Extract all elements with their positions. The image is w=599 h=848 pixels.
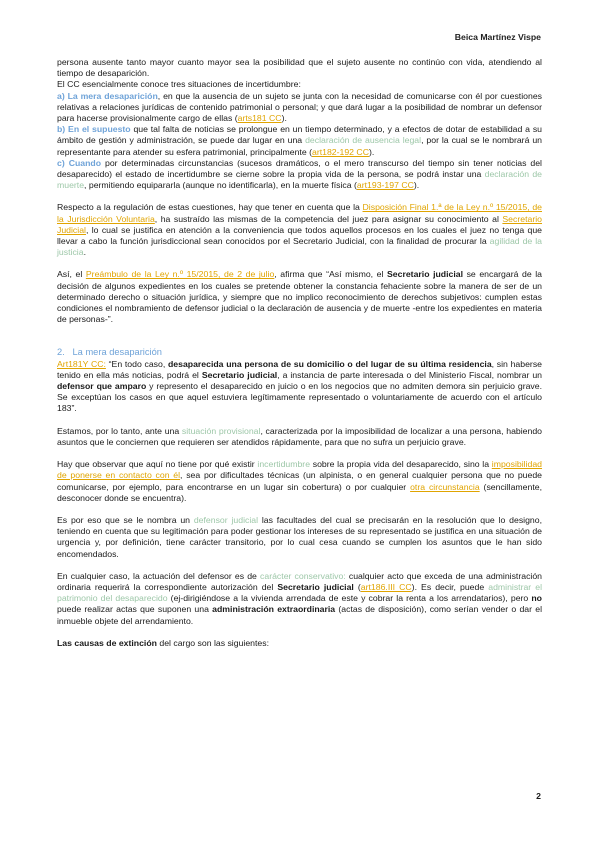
bold-term: desaparecida una persona de su domicilio o del lugar de su última residencia (167, 358, 492, 369)
text-run: ( (353, 581, 361, 592)
text-run: Hay que observar que aquí no tiene por qué existir (57, 459, 258, 470)
intro-paragraph (57, 57, 542, 191)
text-run: Respecto a la regulación de estas cuestiones, hay que tener en cuenta que la (57, 202, 363, 213)
text-run: , lo cual se justifica en atención a la conveniencia que todos aquellos procesos en los cuales el juez no tenga que llevar a cabo la función jurisdiccional sean conocidos por el Secretario Judicial, con la finalidad de procurar la (57, 224, 542, 247)
bold-term: defensor que amparo (57, 381, 147, 392)
item-b-text: que tal falta de noticias se prolongue en un tiempo determinado, y a efectos de dotar de estabilidad a su ámbito de gestión y administración, se puede dar lugar en una (57, 124, 542, 146)
art181-link[interactable]: Art181Y CC: (57, 358, 106, 369)
text-run: , sin haberse tenido en ella más noticias, podrá el (57, 358, 542, 380)
bold-term: administración extraordinaria (212, 604, 336, 615)
conservativo-paragraph (57, 571, 542, 627)
text-run: Así, el (57, 269, 86, 280)
section-number: 2. (57, 347, 65, 358)
item-a-link[interactable]: arts181 CC (237, 113, 282, 124)
text-run: , caracterizada por la imposibilidad de localizar a una persona, habiendo asuntos que le conciernen que requieren ser atendidos rápidamente, para que no sufra un perjuicio grave. (57, 425, 543, 447)
item-c-link[interactable]: art193-197 CC (356, 180, 414, 191)
text-run: del cargo son las siguientes: (156, 637, 269, 648)
bold-term: no (531, 593, 542, 604)
text-run: “En todo caso, (105, 358, 168, 369)
secretario-judicial-link[interactable]: Secretario Judicial (57, 213, 542, 235)
art186-link[interactable]: art186.III CC (360, 581, 412, 592)
bold-term: Las causas de extinción (57, 637, 157, 648)
conservativo-highlight: carácter conservativo: (260, 570, 346, 581)
item-c-label: c) Cuando (57, 157, 102, 168)
text-run: cualquier acto que exceda de una administración ordinaria requerirá la correspondiente autorización del (57, 570, 543, 592)
regulation-paragraph (57, 202, 542, 258)
defensor-judicial-paragraph (57, 515, 542, 560)
text-run: , afirma que “Así mismo, el (274, 269, 387, 280)
situacion-highlight: situación provisional (181, 425, 261, 436)
item-c-text: por determinadas circunstancias (sucesos dramáticos, o el mero transcurso del tiempo sin tener noticias del desaparecido) el estado de incertidumbre se cierne sobre la propia vida de la persona, se podrá instar una (57, 157, 542, 180)
text-run: ). Es decir, puede (411, 581, 489, 592)
item-b-link[interactable]: art182-192 CC (311, 146, 369, 157)
defensor-highlight: defensor judicial (193, 514, 259, 525)
intro-line-1: persona ausente tanto mayor cuanto mayor sea la posibilidad que el sujeto ausente no continúo con vida, atendiendo al tiempo de desaparición. (57, 57, 542, 79)
art181-paragraph (57, 359, 542, 415)
bold-term: Secretario judicial (277, 581, 354, 592)
otra-circunstancia-link[interactable]: otra circunstancia (410, 481, 480, 492)
page-number: 2 (536, 790, 541, 801)
intro-line-2: El CC esencialmente conoce tres situaciones de incertidumbre: (57, 79, 301, 90)
bold-term: Secretario judicial (387, 269, 463, 280)
text-run: , sea por dificultades técnicas (un alpinista, o en general cualquier persona que no puede comunicarse, por ejemplo, para encontrarse en un lugar sin cobertura) o por cualquier (57, 470, 543, 492)
section-title: La mera desaparición (72, 347, 162, 358)
incertidumbre-highlight: incertidumbre (257, 459, 311, 470)
text-run: puede realizar actas que suponen una (57, 604, 213, 615)
preambulo-paragraph (57, 269, 542, 325)
item-b-label: b) En el supuesto (57, 124, 131, 135)
item-b-text-2: , por la cual se le nombrará un representante para atender su esfera patrimonial, principalmente ( (57, 135, 542, 157)
text-run: En cualquier caso, la actuación del defensor es de (57, 570, 261, 581)
causas-extincion-paragraph (57, 638, 542, 649)
situacion-provisional-paragraph (57, 426, 542, 448)
administrar-highlight: administrar el patrimonio del desaparecido (57, 581, 543, 604)
item-c-highlight: declaración de muerte (57, 169, 542, 191)
item-b-end: ). (368, 146, 375, 157)
section-heading (57, 347, 542, 358)
page-header-author: Beica Martínez Vispe (454, 32, 541, 42)
text-run: se encargará de la decisión de algunos expedientes en los cuales se pretende obtener la constancia fehaciente sobre la manera de ser de un determinado derecho o situación jurídica, y siempre que no implico reconocimiento de derechos subjetivos: cumplen estas condiciones el nombramiento de defensor judicial o la declaración de ausencia y de muerte -entre los expedientes en materia de personas-”. (57, 269, 543, 325)
text-run: , ha sustraído las mismas de la competencia del juez para asignar su conocimiento al (154, 213, 503, 224)
incertidumbre-paragraph (57, 459, 542, 504)
imposibilidad-link[interactable]: imposibilidad de ponerse en contacto con él (57, 459, 543, 481)
text-run: las facultades del cual se precisarán en la resolución que lo designo, teniendo en cuenta que su legitimación para poder gestionar los intereses de su representado se justifica en una situación de urgencia y, por definición, tiene carácter transitorio, por lo cual cesa cuando se cumplen los asuntos que le han sido encomendados. (57, 514, 543, 559)
item-c-text-2: , permitiendo equipararla (aunque no identificarla), en la muerte física ( (84, 180, 357, 191)
agilidad-highlight: agilidad de la justicia (57, 236, 542, 258)
disposicion-final-link[interactable]: Disposición Final 1.ª de la Ley n.º 15/2015, de la Jurisdicción Voluntaria (57, 202, 542, 224)
page-content (57, 57, 542, 649)
text-run: (actas de disposición), como serían vender o dar el inmueble objete del arrendamiento. (57, 604, 543, 626)
item-a-text: , en que la ausencia de un sujeto se junta con la necesidad de comunicarse con él por cuestiones relativas a relaciones jurídicas de contenido patrimonial o personal; y que dará lugar a la posibilidad de nombrar un defensor para hacerse provisionalmente cargo de ellas ( (57, 90, 542, 124)
text-run: Es por eso que se le nombra un (57, 514, 194, 525)
item-a-end: ). (281, 113, 287, 124)
item-c-end: ). (413, 180, 420, 191)
text-run: Estamos, por lo tanto, ante una (57, 425, 182, 436)
text-run: y represento el desaparecido en juicio o en los negocios que no admiten demora sin perjuicio grave. Se exceptúan los casos en que aquel estuviera legítimamente representado o voluntariamente de acuerdo con el artículo 183”. (57, 381, 543, 414)
preambulo-link[interactable]: Preámbulo de la Ley n.º 15/2015, de 2 de julio (85, 269, 275, 280)
item-b-highlight: declaración de ausencia legal (305, 135, 422, 146)
item-a-label: a) La mera desaparición (57, 90, 158, 101)
text-run: , a instancia de parte interesada o del Ministerio Fiscal, nombrar un (277, 369, 543, 380)
text-run: (sencillamente, desconocer donde se encuentra). (57, 481, 542, 503)
text-run: (ej-dirigiéndose a la vivienda arrendada de este y cobrar la renta a los arrendatarios), pero (167, 593, 532, 604)
bold-term: Secretario judicial (201, 369, 278, 380)
text-run: sobre la propia vida del desaparecido, sino la (310, 459, 492, 470)
text-run: . (83, 247, 86, 258)
